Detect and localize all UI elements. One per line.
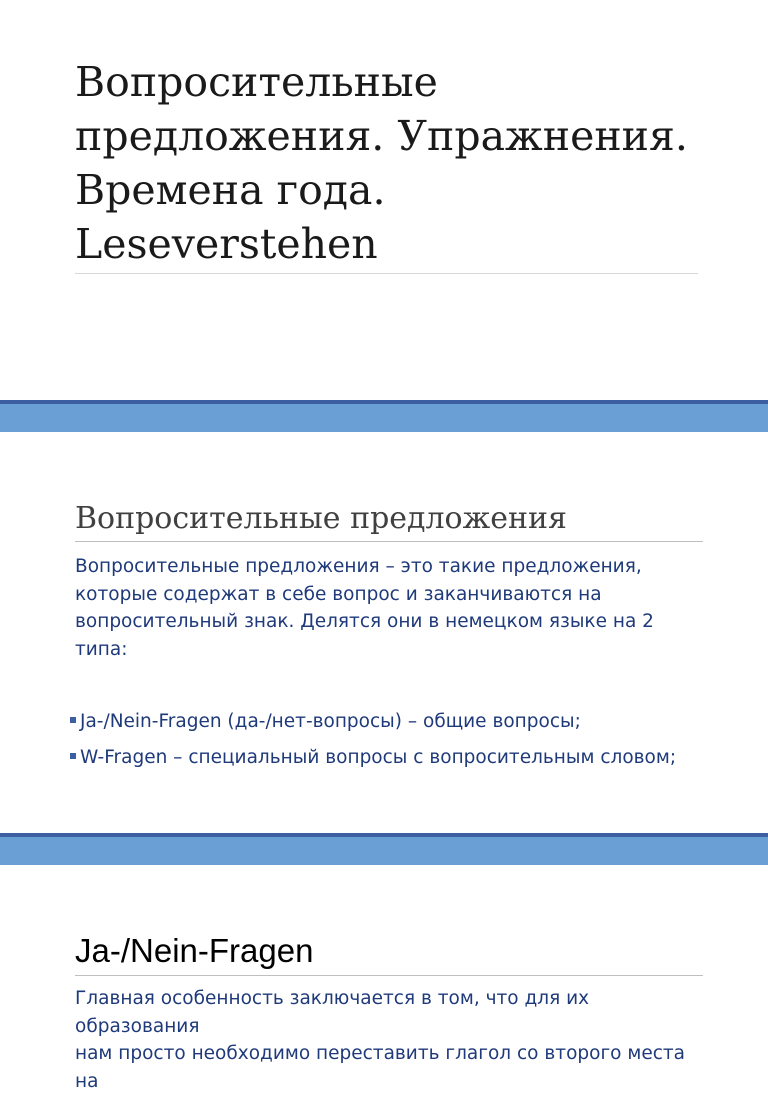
title-underline [75, 273, 698, 274]
slide-body-text [75, 985, 705, 1095]
title-line-2: предложения. Упражнения. [75, 112, 688, 160]
heading-underline [75, 975, 703, 976]
slide-divider [0, 400, 768, 432]
title-line-1: Вопросительные [75, 58, 438, 106]
body-line-3: вопросительный знак. Делятся они в немецком языке на 2 [75, 611, 654, 632]
body-line-1: Вопросительные предложения – это такие предложения, [75, 556, 642, 577]
questions-slide [0, 432, 768, 833]
bullet-item [70, 744, 710, 771]
body-line-2: которые содержат в себе вопрос и заканчиваются на [75, 583, 602, 605]
ja-nein-fragen-slide [0, 865, 768, 1092]
bullet-item [70, 708, 710, 735]
body-line-4: типа: [75, 638, 128, 660]
bullet-text: W-Fragen – специальный вопросы с вопросительным словом; [80, 747, 677, 768]
square-bullet-icon [70, 753, 76, 759]
slide-body-text [75, 553, 705, 663]
body-line-1: Главная особенность заключается в том, что для их образования [75, 988, 590, 1037]
slide-heading: Ja-/Nein-Fragen [75, 932, 314, 969]
slide-heading: Вопросительные предложения [75, 501, 567, 536]
presentation-title [75, 55, 715, 271]
body-line-2: нам просто необходимо переставить глагол со второго места на [75, 1043, 685, 1092]
bullet-text: Ja-/Nein-Fragen (да-/нет-вопросы) – общие вопросы; [80, 711, 581, 732]
title-line-4: Leseverstehen [75, 220, 378, 268]
title-slide [0, 0, 768, 400]
slide-divider [0, 833, 768, 865]
square-bullet-icon [70, 717, 76, 723]
heading-underline [75, 541, 703, 542]
title-line-3: Времена года. [75, 166, 386, 214]
bullet-list [70, 708, 710, 780]
